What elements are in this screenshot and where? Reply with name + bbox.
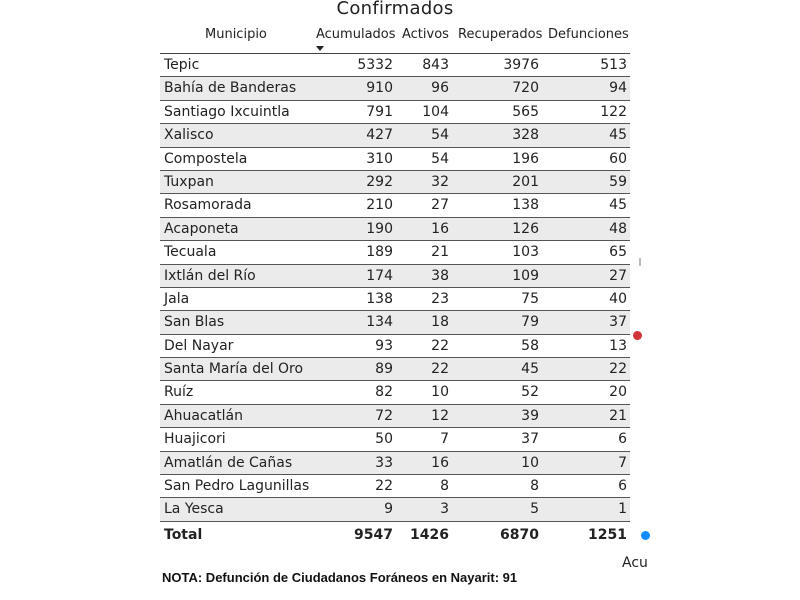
- cell-acumulados: 189: [366, 244, 393, 261]
- cell-acumulados: 50: [375, 431, 393, 448]
- cell-recuperados: 5: [530, 501, 539, 518]
- cell-activos: 96: [431, 80, 449, 97]
- cell-defunciones: 6: [618, 431, 627, 448]
- cell-defunciones: 27: [609, 267, 627, 284]
- total-recuperados: 6870: [500, 526, 539, 543]
- cell-recuperados: 201: [512, 173, 539, 190]
- total-acumulados: 9547: [354, 526, 393, 543]
- sort-descending-icon: [316, 46, 324, 51]
- cell-activos: 3: [440, 501, 449, 518]
- table-title: Confirmados: [336, 0, 454, 19]
- cell-activos: 54: [431, 127, 449, 144]
- column-header-activos[interactable]: Activos: [402, 27, 449, 42]
- cell-recuperados: 79: [521, 314, 539, 331]
- cell-activos: 22: [431, 361, 449, 378]
- column-header-defunciones[interactable]: Defunciones: [548, 27, 629, 42]
- cell-municipio: Ahuacatlán: [164, 407, 244, 424]
- cell-acumulados: 791: [366, 103, 393, 120]
- cell-defunciones: 122: [600, 103, 627, 120]
- cell-acumulados: 5332: [357, 57, 393, 73]
- table-row[interactable]: [160, 54, 630, 77]
- cell-recuperados: 8: [530, 478, 539, 495]
- cell-defunciones: 21: [609, 407, 627, 424]
- cell-acumulados: 190: [366, 220, 393, 237]
- total-label: Total: [164, 526, 203, 543]
- cell-defunciones: 7: [618, 454, 627, 471]
- cell-municipio: Santiago Ixcuintla: [164, 103, 290, 120]
- cell-municipio: Ixtlán del Río: [164, 267, 256, 284]
- cell-recuperados: 328: [512, 127, 539, 144]
- cell-municipio: Amatlán de Cañas: [164, 454, 293, 471]
- table-row[interactable]: [160, 77, 630, 100]
- table-row[interactable]: [160, 311, 630, 334]
- column-header-municipio[interactable]: Municipio: [205, 27, 267, 42]
- cell-recuperados: 565: [512, 103, 539, 120]
- cell-activos: 54: [431, 150, 449, 167]
- cell-municipio: Tuxpan: [164, 173, 214, 190]
- cell-municipio: Santa María del Oro: [164, 361, 304, 378]
- cell-municipio: Compostela: [164, 150, 248, 167]
- cell-acumulados: 134: [366, 314, 393, 331]
- cell-recuperados: 52: [521, 384, 539, 401]
- table-body: [160, 54, 630, 522]
- table-row[interactable]: [160, 218, 630, 241]
- cell-municipio: Acaponeta: [164, 220, 239, 237]
- table-row[interactable]: [160, 428, 630, 451]
- cell-activos: 22: [431, 337, 449, 354]
- cell-municipio: Tepic: [164, 57, 200, 73]
- cell-defunciones: 1: [618, 501, 627, 518]
- table-row[interactable]: [160, 475, 630, 498]
- cell-defunciones: 45: [609, 127, 627, 144]
- cell-acumulados: 210: [366, 197, 393, 214]
- total-row: [160, 522, 630, 548]
- cell-defunciones: 13: [609, 337, 627, 354]
- cell-activos: 21: [431, 244, 449, 261]
- cell-activos: 10: [431, 384, 449, 401]
- cell-recuperados: 3976: [503, 57, 539, 73]
- cell-acumulados: 72: [375, 407, 393, 424]
- cell-recuperados: 45: [521, 361, 539, 378]
- cell-activos: 23: [431, 290, 449, 307]
- table-row[interactable]: [160, 265, 630, 288]
- cell-defunciones: 94: [609, 80, 627, 97]
- table-row[interactable]: [160, 498, 630, 521]
- cell-recuperados: 109: [512, 267, 539, 284]
- column-header-recuperados[interactable]: Recuperados: [458, 27, 543, 42]
- table-row[interactable]: [160, 405, 630, 428]
- cell-acumulados: 33: [375, 454, 393, 471]
- cell-recuperados: 10: [521, 454, 539, 471]
- adjacent-visual-label: Acu: [622, 555, 648, 571]
- cell-acumulados: 292: [366, 173, 393, 190]
- cell-defunciones: 513: [600, 57, 627, 73]
- table-row[interactable]: [160, 194, 630, 217]
- cell-municipio: Jala: [164, 290, 190, 307]
- table-row[interactable]: [160, 101, 630, 124]
- cell-defunciones: 40: [609, 290, 627, 307]
- cell-municipio: Tecuala: [164, 244, 217, 261]
- table-row[interactable]: [160, 171, 630, 194]
- cell-recuperados: 39: [521, 407, 539, 424]
- cell-recuperados: 126: [512, 220, 539, 237]
- cell-municipio: Ruíz: [164, 384, 194, 401]
- cell-acumulados: 22: [375, 478, 393, 495]
- adjacent-visual-edge: [639, 258, 641, 266]
- table-row[interactable]: [160, 452, 630, 475]
- cell-acumulados: 89: [375, 361, 393, 378]
- cell-acumulados: 93: [375, 337, 393, 354]
- table-row[interactable]: [160, 241, 630, 264]
- table-row[interactable]: [160, 335, 630, 358]
- table-row[interactable]: [160, 381, 630, 404]
- cell-activos: 104: [422, 103, 449, 120]
- total-activos: 1426: [410, 526, 449, 543]
- cell-defunciones: 22: [609, 361, 627, 378]
- cell-defunciones: 45: [609, 197, 627, 214]
- cell-activos: 18: [431, 314, 449, 331]
- cell-activos: 27: [431, 197, 449, 214]
- cell-municipio: Xalisco: [164, 127, 214, 144]
- cell-recuperados: 196: [512, 150, 539, 167]
- cell-acumulados: 910: [366, 80, 393, 97]
- cell-activos: 32: [431, 173, 449, 190]
- cell-activos: 38: [431, 267, 449, 284]
- cell-municipio: Del Nayar: [164, 337, 234, 354]
- cell-defunciones: 48: [609, 220, 627, 237]
- footnote: NOTA: Defunción de Ciudadanos Foráneos en Nayarit: 91: [162, 570, 518, 585]
- cell-acumulados: 138: [366, 290, 393, 307]
- cell-recuperados: 103: [512, 244, 539, 261]
- cell-activos: 8: [440, 478, 449, 495]
- cell-recuperados: 138: [512, 197, 539, 214]
- cell-defunciones: 65: [609, 244, 627, 261]
- total-defunciones: 1251: [588, 526, 627, 543]
- cell-defunciones: 59: [609, 173, 627, 190]
- table-row[interactable]: [160, 124, 630, 147]
- cell-acumulados: 9: [384, 501, 393, 518]
- cell-activos: 7: [440, 431, 449, 448]
- cell-recuperados: 75: [521, 290, 539, 307]
- cell-acumulados: 174: [366, 267, 393, 284]
- cell-acumulados: 310: [366, 150, 393, 167]
- legend-marker-red: [633, 331, 642, 340]
- cell-activos: 843: [422, 57, 449, 73]
- cell-municipio: Rosamorada: [164, 197, 252, 214]
- cell-defunciones: 37: [609, 314, 627, 331]
- cell-recuperados: 58: [521, 337, 539, 354]
- cell-activos: 16: [431, 220, 449, 237]
- cell-activos: 16: [431, 454, 449, 471]
- cell-municipio: Bahía de Banderas: [164, 80, 297, 97]
- cell-municipio: Huajicori: [164, 431, 226, 448]
- column-header-acumulados[interactable]: Acumulados: [316, 27, 396, 42]
- cell-municipio: La Yesca: [164, 501, 224, 518]
- cell-municipio: San Pedro Lagunillas: [164, 478, 310, 495]
- cell-activos: 12: [431, 407, 449, 424]
- table-row[interactable]: [160, 288, 630, 311]
- table-row[interactable]: [160, 358, 630, 381]
- cell-municipio: San Blas: [164, 314, 225, 331]
- cell-acumulados: 427: [366, 127, 393, 144]
- cell-defunciones: 6: [618, 478, 627, 495]
- cell-recuperados: 720: [512, 80, 539, 97]
- cell-defunciones: 60: [609, 150, 627, 167]
- confirmados-table: [160, 24, 630, 548]
- cell-recuperados: 37: [521, 431, 539, 448]
- cell-defunciones: 20: [609, 384, 627, 401]
- table-header: [160, 24, 630, 54]
- legend-marker-blue: [641, 531, 650, 540]
- table-row[interactable]: [160, 148, 630, 171]
- cell-acumulados: 82: [375, 384, 393, 401]
